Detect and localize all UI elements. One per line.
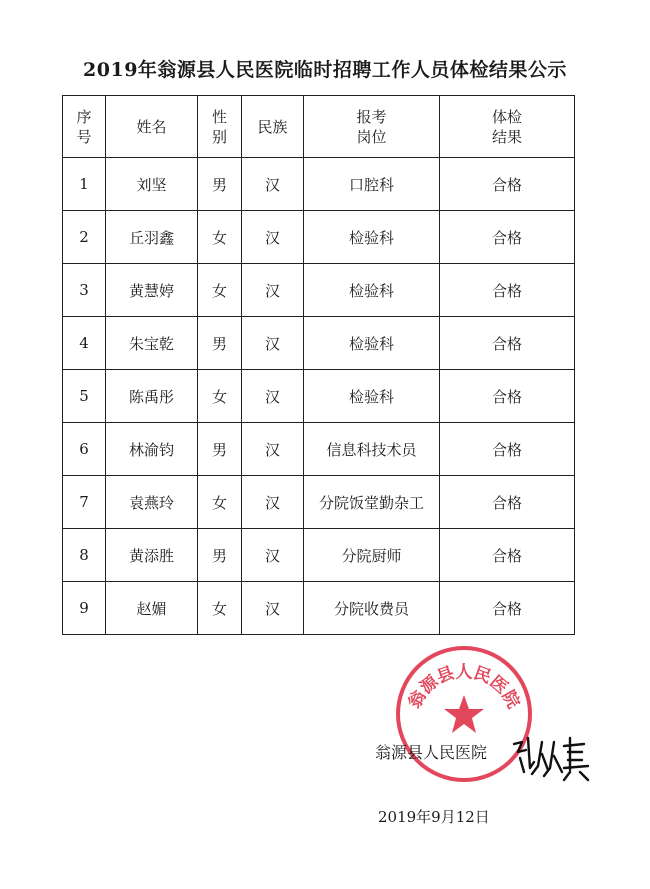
cell-seq: 1 (63, 158, 106, 211)
cell-name: 陈禹彤 (106, 370, 198, 423)
header-result-line-2: 结果 (491, 127, 522, 146)
header-position-line-2: 岗位 (356, 127, 387, 146)
cell-ethnicity: 汉 (242, 370, 304, 423)
header-seq-line-2: 号 (76, 127, 92, 146)
header-ethnicity: 民族 (242, 96, 304, 158)
cell-result: 合格 (440, 264, 575, 317)
cell-ethnicity: 汉 (242, 158, 304, 211)
header-seq (63, 96, 106, 158)
seal-text-path: 翁源县人民医院 (404, 662, 524, 712)
cell-result: 合格 (440, 158, 575, 211)
cell-gender: 男 (198, 423, 242, 476)
cell-name: 朱宝乾 (106, 317, 198, 370)
cell-gender: 女 (198, 264, 242, 317)
cell-gender: 女 (198, 211, 242, 264)
cell-position: 检验科 (304, 370, 440, 423)
table-row (63, 476, 575, 529)
header-gender-line-2: 别 (211, 127, 227, 146)
cell-result: 合格 (440, 317, 575, 370)
cell-gender: 男 (198, 317, 242, 370)
table-row (63, 370, 575, 423)
signature-icon (508, 728, 598, 783)
cell-result: 合格 (440, 423, 575, 476)
cell-ethnicity: 汉 (242, 317, 304, 370)
cell-gender: 女 (198, 476, 242, 529)
cell-position: 检验科 (304, 264, 440, 317)
cell-seq: 5 (63, 370, 106, 423)
cell-position: 检验科 (304, 317, 440, 370)
header-seq-line-1: 序 (76, 107, 92, 126)
table-body (63, 158, 575, 635)
cell-result: 合格 (440, 582, 575, 635)
cell-result: 合格 (440, 370, 575, 423)
table-row (63, 317, 575, 370)
cell-seq: 2 (63, 211, 106, 264)
cell-position: 信息科技术员 (304, 423, 440, 476)
cell-name: 袁燕玲 (106, 476, 198, 529)
cell-position: 分院收费员 (304, 582, 440, 635)
seal-star-icon (444, 695, 484, 733)
header-result (440, 96, 575, 158)
cell-position: 分院厨师 (304, 529, 440, 582)
cell-seq: 9 (63, 582, 106, 635)
table-row (63, 158, 575, 211)
cell-gender: 男 (198, 158, 242, 211)
cell-ethnicity: 汉 (242, 211, 304, 264)
table-row (63, 211, 575, 264)
cell-ethnicity: 汉 (242, 264, 304, 317)
page-title: 2019年翁源县人民医院临时招聘工作人员体检结果公示 (83, 59, 567, 81)
header-position-line-1: 报考 (356, 107, 387, 126)
cell-name: 刘坚 (106, 158, 198, 211)
table-row (63, 423, 575, 476)
table-row (63, 529, 575, 582)
cell-result: 合格 (440, 211, 575, 264)
header-position (304, 96, 440, 158)
table-header (63, 96, 575, 158)
header-name: 姓名 (106, 96, 198, 158)
cell-position: 口腔科 (304, 158, 440, 211)
cell-name: 丘羽鑫 (106, 211, 198, 264)
header-row (63, 96, 575, 158)
cell-seq: 8 (63, 529, 106, 582)
cell-seq: 3 (63, 264, 106, 317)
cell-name: 林渝钧 (106, 423, 198, 476)
cell-ethnicity: 汉 (242, 529, 304, 582)
cell-seq: 7 (63, 476, 106, 529)
cell-position: 分院饭堂勤杂工 (304, 476, 440, 529)
cell-ethnicity: 汉 (242, 423, 304, 476)
issue-date: 2019年9月12日 (378, 808, 490, 826)
cell-seq: 6 (63, 423, 106, 476)
results-table (62, 95, 575, 635)
cell-name: 黄慧婷 (106, 264, 198, 317)
cell-result: 合格 (440, 476, 575, 529)
table-row (63, 582, 575, 635)
cell-ethnicity: 汉 (242, 582, 304, 635)
cell-gender: 女 (198, 582, 242, 635)
table-row (63, 264, 575, 317)
header-gender-line-1: 性 (211, 107, 227, 126)
cell-gender: 女 (198, 370, 242, 423)
cell-name: 黄添胜 (106, 529, 198, 582)
header-result-line-1: 体检 (491, 107, 522, 126)
cell-name: 赵媚 (106, 582, 198, 635)
cell-seq: 4 (63, 317, 106, 370)
cell-result: 合格 (440, 529, 575, 582)
header-gender (198, 96, 242, 158)
cell-position: 检验科 (304, 211, 440, 264)
cell-gender: 男 (198, 529, 242, 582)
issuer-name: 翁源县人民医院 (375, 743, 488, 762)
cell-ethnicity: 汉 (242, 476, 304, 529)
